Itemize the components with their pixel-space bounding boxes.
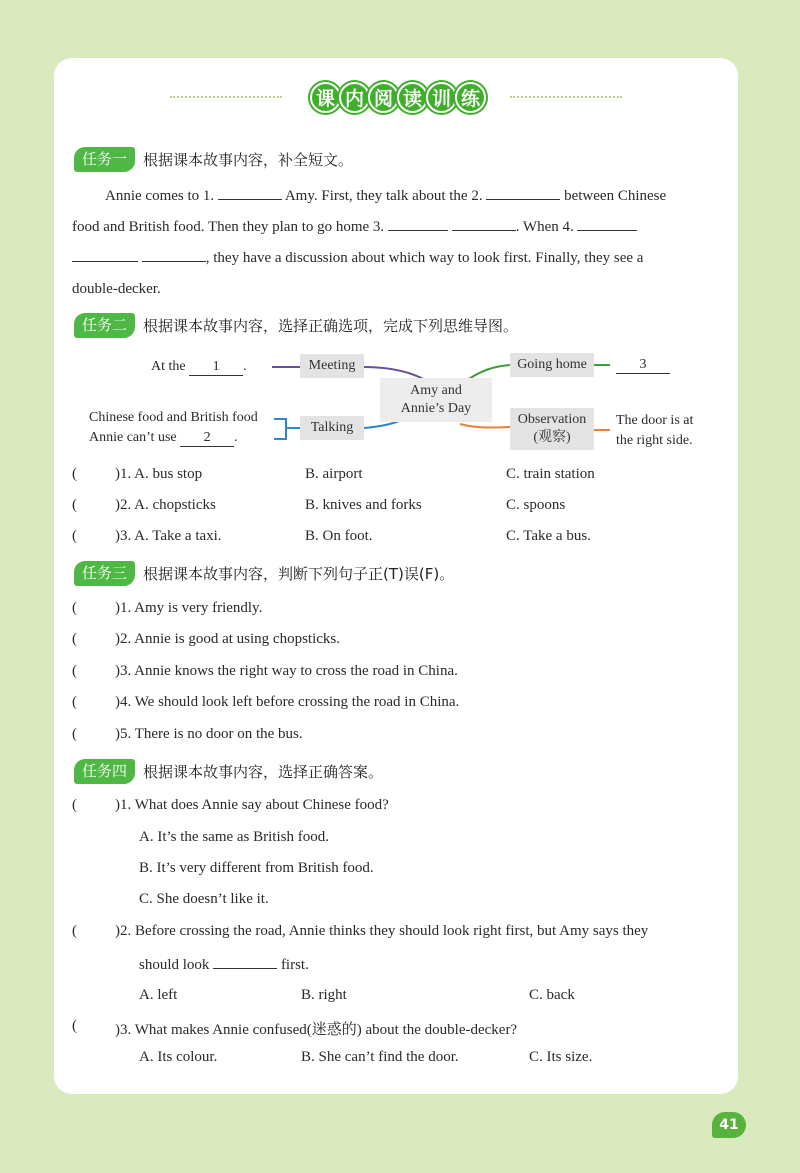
t4-q2-continuation (139, 955, 309, 974)
text-span: . (243, 359, 247, 374)
text-span: The door is at (616, 413, 694, 428)
mindmap-node-meeting: Meeting (300, 354, 364, 378)
t2-q3-option-c: C. Take a bus. (506, 528, 591, 544)
t4-q2-option-c: C. back (529, 987, 575, 1003)
t4-q1-option-c: C. She doesn’t like it. (139, 891, 269, 907)
question-text: )1. A. bus stop (115, 466, 203, 482)
task1-line3 (72, 248, 643, 267)
answer-paren[interactable]: ( (72, 726, 77, 742)
question-text: )4. We should look left before crossing the road in China. (115, 694, 460, 710)
text-span: (观察) (533, 430, 571, 445)
text-span: first. (277, 957, 309, 973)
question-text: )3. Annie knows the right way to cross the road in China. (115, 663, 458, 679)
fill-blank[interactable] (218, 186, 282, 200)
title-char: 内 (339, 82, 370, 113)
task1-line4: double-decker. (72, 281, 161, 297)
page-number: 41 (712, 1112, 746, 1138)
question-text: )2. Annie is good at using chopsticks. (115, 631, 340, 647)
answer-paren[interactable]: ( (72, 923, 77, 939)
answer-paren[interactable]: ( (72, 1018, 77, 1034)
text-span: the right side. (616, 433, 693, 448)
question-text: )5. There is no door on the bus. (115, 726, 303, 742)
t2-q2-option-c: C. spoons (506, 497, 566, 513)
task1-line2 (72, 217, 637, 236)
t2-q1-option-c: C. train station (506, 466, 595, 482)
t4-q1-option-b: B. It’s very different from British food. (139, 860, 374, 876)
text-span: Annie’s Day (400, 401, 472, 416)
fill-blank[interactable] (577, 217, 637, 231)
task1-badge: 任务一 (74, 147, 135, 172)
mindmap-at-the (151, 359, 247, 376)
mindmap-node-center (380, 378, 492, 422)
mindmap-blank-1[interactable]: 1 (189, 359, 243, 376)
mindmap-cant-use (89, 430, 238, 447)
answer-paren[interactable]: ( (72, 528, 77, 544)
t2-q1-option-b: B. airport (305, 466, 363, 482)
section-title (110, 80, 690, 114)
task2-header (74, 313, 518, 338)
task2-badge: 任务二 (74, 313, 135, 338)
answer-paren[interactable]: ( (72, 497, 77, 513)
text-span: Observation (517, 412, 587, 427)
mindmap-door-note (616, 411, 693, 451)
text-span: Amy. First, they talk about the 2. (281, 188, 487, 204)
title-text (300, 80, 496, 114)
task3-instruction: 根据课本故事内容，判断下列句子正(T)误(F)。 (143, 565, 455, 583)
fill-blank[interactable] (388, 217, 448, 231)
t4-q1-option-a: A. It’s the same as British food. (139, 829, 329, 845)
t4-q3-option-b: B. She can’t find the door. (301, 1049, 459, 1065)
text-span: . (234, 430, 238, 445)
answer-paren[interactable]: ( (72, 797, 77, 813)
answer-paren[interactable]: ( (72, 466, 77, 482)
text-span: At the (151, 359, 186, 374)
text-span: Annie can’t use (89, 430, 177, 445)
title-char: 课 (310, 82, 341, 113)
task4-instruction: 根据课本故事内容，选择正确答案。 (143, 763, 384, 781)
question-text: )3. A. Take a taxi. (115, 528, 222, 544)
text-span: , they have a discussion about which way to look first. Finally, they see a (205, 250, 644, 266)
mindmap-chinese-food: Chinese food and British food (89, 410, 258, 425)
title-char: 读 (397, 82, 428, 113)
task4-header (74, 759, 383, 784)
fill-blank[interactable] (486, 186, 560, 200)
mindmap-blank-3[interactable]: 3 (616, 357, 670, 374)
answer-paren[interactable]: ( (72, 600, 77, 616)
mindmap-node-going-home: Going home (510, 353, 594, 377)
text-span: Amy and (410, 383, 462, 398)
text-span: Annie comes to 1. (105, 188, 218, 204)
text-span: should look (139, 957, 214, 973)
mindmap-node-talking: Talking (300, 416, 364, 440)
task4-badge: 任务四 (74, 759, 135, 784)
t2-q3-option-b: B. On foot. (305, 528, 373, 544)
task3-badge: 任务三 (74, 561, 135, 586)
question-text: )1. What does Annie say about Chinese food? (115, 797, 389, 813)
t4-q2-option-a: A. left (139, 987, 178, 1003)
fill-blank[interactable] (213, 955, 277, 969)
question-text: )2. Before crossing the road, Annie thinks they should look right first, but Amy says they (115, 923, 649, 939)
text-span: food and British food. Then they plan to go home 3. (72, 219, 388, 235)
t2-q2-option-b: B. knives and forks (305, 497, 422, 513)
title-char: 练 (455, 82, 486, 113)
answer-paren[interactable]: ( (72, 663, 77, 679)
text-span: between Chinese (560, 188, 667, 204)
task1-line1 (105, 186, 666, 205)
task1-header (74, 147, 353, 172)
question-text: )3. What makes Annie confused(迷惑的) about the double-decker? (115, 1022, 518, 1038)
mindmap-node-observation (510, 408, 594, 450)
title-divider-left (170, 96, 282, 98)
task1-instruction: 根据课本故事内容，补全短文。 (143, 151, 354, 169)
fill-blank[interactable] (72, 248, 138, 262)
question-text: )2. A. chopsticks (115, 497, 216, 513)
fill-blank[interactable] (452, 217, 516, 231)
question-text: )1. Amy is very friendly. (115, 600, 263, 616)
mindmap-blank-2[interactable]: 2 (180, 430, 234, 447)
task2-instruction: 根据课本故事内容，选择正确选项，完成下列思维导图。 (143, 317, 519, 335)
fill-blank[interactable] (142, 248, 206, 262)
task3-header (74, 561, 454, 586)
t4-q2-option-b: B. right (301, 987, 347, 1003)
answer-paren[interactable]: ( (72, 631, 77, 647)
t4-q3-option-a: A. Its colour. (139, 1049, 218, 1065)
title-divider-right (510, 96, 622, 98)
answer-paren[interactable]: ( (72, 694, 77, 710)
text-span: . When 4. (515, 219, 578, 235)
title-char: 训 (426, 82, 457, 113)
title-char: 阅 (368, 82, 399, 113)
t4-q3-option-c: C. Its size. (529, 1049, 593, 1065)
